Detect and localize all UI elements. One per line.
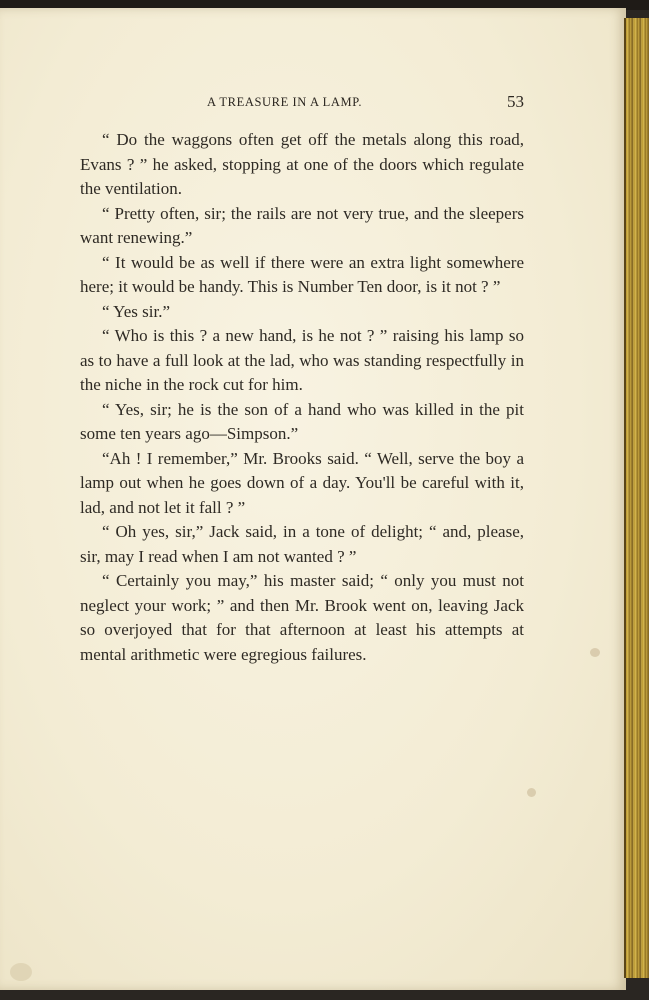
body-text xyxy=(80,128,524,667)
gilt-page-edge xyxy=(624,18,649,978)
paper-stain xyxy=(590,648,600,657)
paragraph: “ Certainly you may,” his master said; “ only you must not neglect your work; ” and then Mr. Brook went on, leaving Jack so overjoyed that for that afternoon at least his attempts at mental arithmetic were egregious failures. xyxy=(80,571,524,664)
page-number: 53 xyxy=(507,92,524,111)
paper-stain xyxy=(527,788,536,797)
paragraph: “ Pretty often, sir; the rails are not very true, and the sleepers want renewing.” xyxy=(80,203,524,247)
running-head xyxy=(80,92,524,116)
paper-stain xyxy=(10,963,32,981)
paragraph: “ Who is this ? a new hand, is he not ? ” raising his lamp so as to have a full look at the lad, who was standing respectfully in the niche in the rock cut for him. xyxy=(80,326,524,394)
paragraph: “ Yes sir.” xyxy=(102,301,171,321)
paragraph: “ Do the waggons often get off the metals along this road, Evans ? ” he asked, stopping at one of the doors which regulate the ventilation. xyxy=(80,130,524,198)
paragraph: “Ah ! I remember,” Mr. Brooks said. “ Well, serve the boy a lamp out when he goes down of a day. You'll be careful with it, lad, and not let it fall ? ” xyxy=(80,448,524,517)
paragraph: “ Oh yes, sir,” Jack said, in a tone of delight; “ and, please, sir, may I read when I am not wanted ? ” xyxy=(80,522,524,566)
running-title: A TREASURE IN A LAMP. xyxy=(207,95,363,109)
paragraph: “ Yes, sir; he is the son of a hand who was killed in the pit some ten years ago—Simpson.” xyxy=(80,399,524,443)
paragraph: “ It would be as well if there were an extra light somewhere here; it would be handy. This is Number Ten door, is it not ? ” xyxy=(80,252,524,296)
